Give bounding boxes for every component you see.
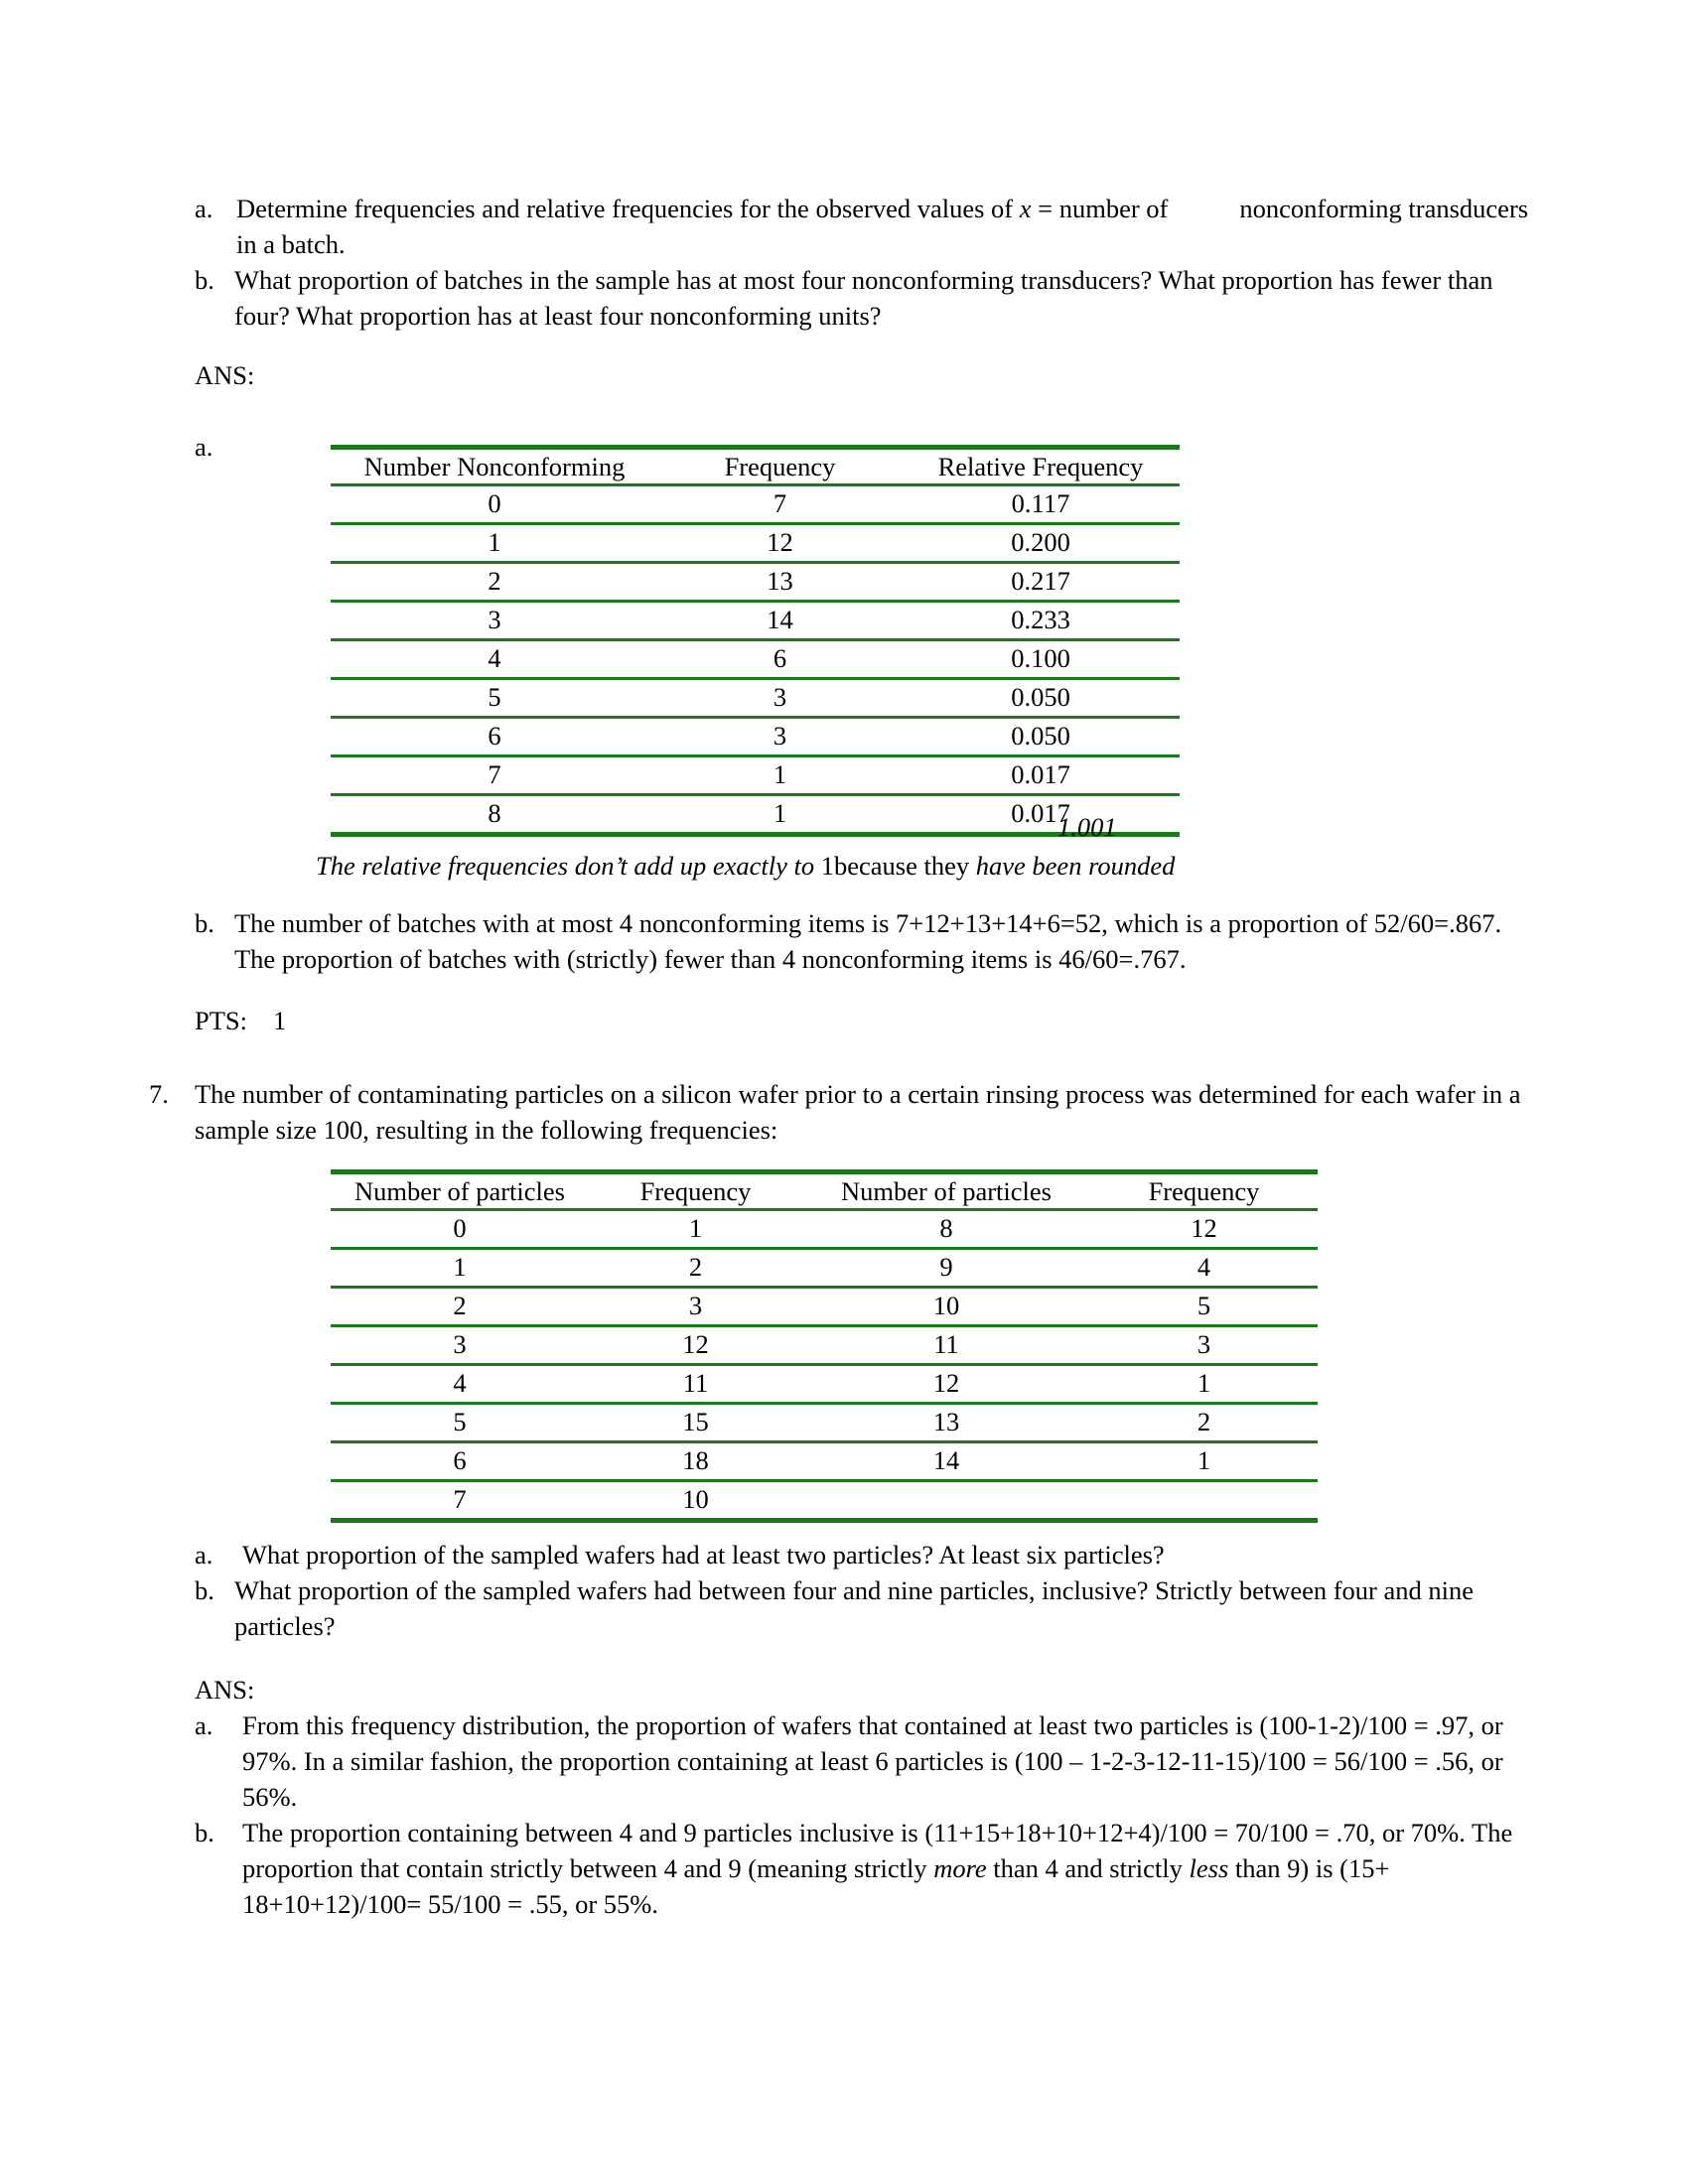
table-row [331, 1365, 1318, 1404]
table1-r4-c1: 6 [658, 640, 902, 679]
q6-item-b-label: b. [195, 265, 214, 295]
table1-header-1: Frequency [658, 448, 902, 485]
q6-pts [195, 1003, 286, 1038]
table1-r5-c1: 3 [658, 679, 902, 718]
table2-r2-c2: 10 [802, 1288, 1090, 1326]
table2-r0-c0: 0 [331, 1210, 589, 1249]
table2-r5-c2: 13 [802, 1404, 1090, 1442]
q6-ans-b [195, 905, 1545, 977]
table1-r2-c0: 2 [331, 563, 658, 602]
q7-ans-a-label: a. [195, 1710, 213, 1740]
table1-r4-c2: 0.100 [902, 640, 1180, 679]
table2-r1-c2: 9 [802, 1249, 1090, 1288]
table2-r7-c1: 10 [589, 1481, 802, 1521]
q6-item-b-text: What proportion of batches in the sample has at most four nonconforming transducers? What proportion has fewer than four? What proportion has at least four nonconforming units? [234, 265, 1493, 331]
table2-r3-c0: 3 [331, 1326, 589, 1365]
rounding-note [316, 850, 1309, 882]
table-row [331, 602, 1180, 640]
q6-item-a [195, 191, 1547, 262]
table2-r4-c3: 1 [1090, 1365, 1318, 1404]
q7-ans-b-text-2: than 4 and strictly [986, 1853, 1190, 1883]
q7-ans-b-label: b. [195, 1818, 214, 1847]
q6-ans-a-label: a. [195, 432, 213, 462]
table-row [331, 1442, 1318, 1481]
table-row [331, 679, 1180, 718]
table2-r1-c0: 1 [331, 1249, 589, 1288]
table2-r5-c3: 2 [1090, 1404, 1318, 1442]
table2-r1-c1: 2 [589, 1249, 802, 1288]
q7-ans-b-italic-more: more [933, 1853, 987, 1883]
table-row [331, 795, 1180, 835]
table-row [331, 640, 1180, 679]
table1-r7-c0: 7 [331, 756, 658, 795]
table2-r6-c3: 1 [1090, 1442, 1318, 1481]
table1-header-2: Relative Frequency [902, 448, 1180, 485]
table2-r7-c2 [802, 1481, 1090, 1521]
table2-r0-c2: 8 [802, 1210, 1090, 1249]
q6-item-a-label: a. [195, 194, 213, 223]
q6-pts-value: 1 [273, 1006, 287, 1035]
q7-item-a-label: a. [195, 1540, 213, 1570]
table-row [331, 1210, 1318, 1249]
table-row [331, 524, 1180, 563]
q6-item-a-text [236, 191, 1547, 262]
particles-frequency-table [331, 1169, 1318, 1523]
q7-number: 7. [149, 1079, 169, 1109]
q7-item-b-label: b. [195, 1575, 214, 1605]
table1-r0-c2: 0.117 [902, 485, 1180, 524]
table2-r4-c2: 12 [802, 1365, 1090, 1404]
q7-ans-b-text [242, 1815, 1563, 1922]
table2-header-1: Frequency [589, 1172, 802, 1210]
table1-header-0: Number Nonconforming [331, 448, 658, 485]
table-row [331, 1249, 1318, 1288]
table1-r6-c1: 3 [658, 718, 902, 756]
q7-ans-b-text-1: The proportion containing between 4 and 9 particles inclusive is (11+15+18+10+12+4)/100 = 70/100 = .70, or 70%. The proportion that contain strictly between 4 and 9 (meaning strictly [242, 1818, 1513, 1883]
rounding-note-upright: 1because they [820, 851, 976, 881]
table1-r1-c0: 1 [331, 524, 658, 563]
table-header-row [331, 1172, 1318, 1210]
table2-r6-c1: 18 [589, 1442, 802, 1481]
q7-ans-label: ANS: [195, 1675, 255, 1705]
table2-header-3: Frequency [1090, 1172, 1318, 1210]
table1-r6-c2: 0.050 [902, 718, 1180, 756]
nonconforming-frequency-table [331, 445, 1180, 837]
table-row [331, 1288, 1318, 1326]
q7-ans-a-text: From this frequency distribution, the proportion of wafers that contained at least two particles is (100-1-2)/100 = .97, or 97%. In a similar fashion, the proportion containing at least 6 particles is (100 – 1-2-3-12-11-15)/100 = 56/100 = .56, or 56%. [242, 1710, 1503, 1812]
q6-item-a-variable-x: x [1019, 194, 1032, 223]
table2-r3-c2: 11 [802, 1326, 1090, 1365]
q7-ans-b-italic-less: less [1189, 1853, 1229, 1883]
table1-r8-c1: 1 [658, 795, 902, 835]
table1-r7-c1: 1 [658, 756, 902, 795]
table-row [331, 1404, 1318, 1442]
rounding-note-part1: The relative frequencies don’t add up exactly to [316, 851, 821, 881]
table2-r0-c3: 12 [1090, 1210, 1318, 1249]
q7-ans-b [195, 1815, 1563, 1922]
table2-r2-c3: 5 [1090, 1288, 1318, 1326]
relative-frequency-total: 1.001 [1057, 812, 1117, 842]
q6-ans-b-label: b. [195, 908, 214, 938]
table2-r0-c1: 1 [589, 1210, 802, 1249]
q7-ans-a [195, 1707, 1553, 1815]
table-row [331, 756, 1180, 795]
table2-header-2: Number of particles [802, 1172, 1090, 1210]
q7-item-a [195, 1537, 1553, 1572]
table-row [331, 1326, 1318, 1365]
table2-r7-c0: 7 [331, 1481, 589, 1521]
table2-r1-c3: 4 [1090, 1249, 1318, 1288]
q6-item-a-text-part3: nonconforming transducers in a batch. [236, 194, 1529, 259]
q7-ans-b-text-3: than 9) is (15+ 18+10+12)/100= 55/100 = .55, or 55%. [242, 1853, 1390, 1919]
table1-r3-c1: 14 [658, 602, 902, 640]
table-row [331, 1481, 1318, 1521]
q7-stem-text: The number of contaminating particles on a silicon wafer prior to a certain rinsing process was determined for each wafer in a sample size 100, resulting in the following frequencies: [195, 1079, 1521, 1145]
table2-r5-c1: 15 [589, 1404, 802, 1442]
table1-r1-c1: 12 [658, 524, 902, 563]
table1-r8-c0: 8 [331, 795, 658, 835]
q6-pts-label: PTS: [195, 1006, 248, 1035]
table2-r6-c0: 6 [331, 1442, 589, 1481]
table2-r2-c1: 3 [589, 1288, 802, 1326]
table-header-row [331, 448, 1180, 485]
table2-r3-c3: 3 [1090, 1326, 1318, 1365]
table-row [331, 563, 1180, 602]
table2-r3-c1: 12 [589, 1326, 802, 1365]
table2-r4-c1: 11 [589, 1365, 802, 1404]
table1-r3-c0: 3 [331, 602, 658, 640]
q7-item-b [195, 1572, 1555, 1644]
table2-header-0: Number of particles [331, 1172, 589, 1210]
q7-item-b-text: What proportion of the sampled wafers had between four and nine particles, inclusive? Strictly between four and nine particles? [234, 1575, 1475, 1641]
q6-ans-label: ANS: [195, 360, 255, 390]
table2-r7-c3 [1090, 1481, 1318, 1521]
table1-r0-c1: 7 [658, 485, 902, 524]
table1-r2-c1: 13 [658, 563, 902, 602]
q6-item-b [195, 262, 1525, 334]
table2-r5-c0: 5 [331, 1404, 589, 1442]
q6-ans-b-text: The number of batches with at most 4 nonconforming items is 7+12+13+14+6=52, which is a proportion of 52/60=.867. The proportion of batches with (strictly) fewer than 4 nonconforming items is 46/60=.767. [234, 908, 1502, 974]
table1-r8-c2: 0.017 [902, 795, 1180, 835]
table-row [331, 718, 1180, 756]
q7-question [149, 1076, 1555, 1148]
rounding-note-part2: have been rounded [975, 851, 1176, 881]
q6-item-a-text-part1: Determine frequencies and relative frequencies for the observed values of [236, 194, 1020, 223]
table1-r5-c0: 5 [331, 679, 658, 718]
table1-r4-c0: 4 [331, 640, 658, 679]
table1-r1-c2: 0.200 [902, 524, 1180, 563]
table2-r4-c0: 4 [331, 1365, 589, 1404]
table1-r6-c0: 6 [331, 718, 658, 756]
table1-r3-c2: 0.233 [902, 602, 1180, 640]
table1-r5-c2: 0.050 [902, 679, 1180, 718]
q6-item-a-text-part2: = number of [1031, 194, 1169, 223]
table1-r2-c2: 0.217 [902, 563, 1180, 602]
q7-item-a-text: What proportion of the sampled wafers had at least two particles? At least six particles? [242, 1540, 1165, 1570]
table2-r6-c2: 14 [802, 1442, 1090, 1481]
table2-r2-c0: 2 [331, 1288, 589, 1326]
table1-r0-c0: 0 [331, 485, 658, 524]
table-row [331, 485, 1180, 524]
table1-r7-c2: 0.017 [902, 756, 1180, 795]
